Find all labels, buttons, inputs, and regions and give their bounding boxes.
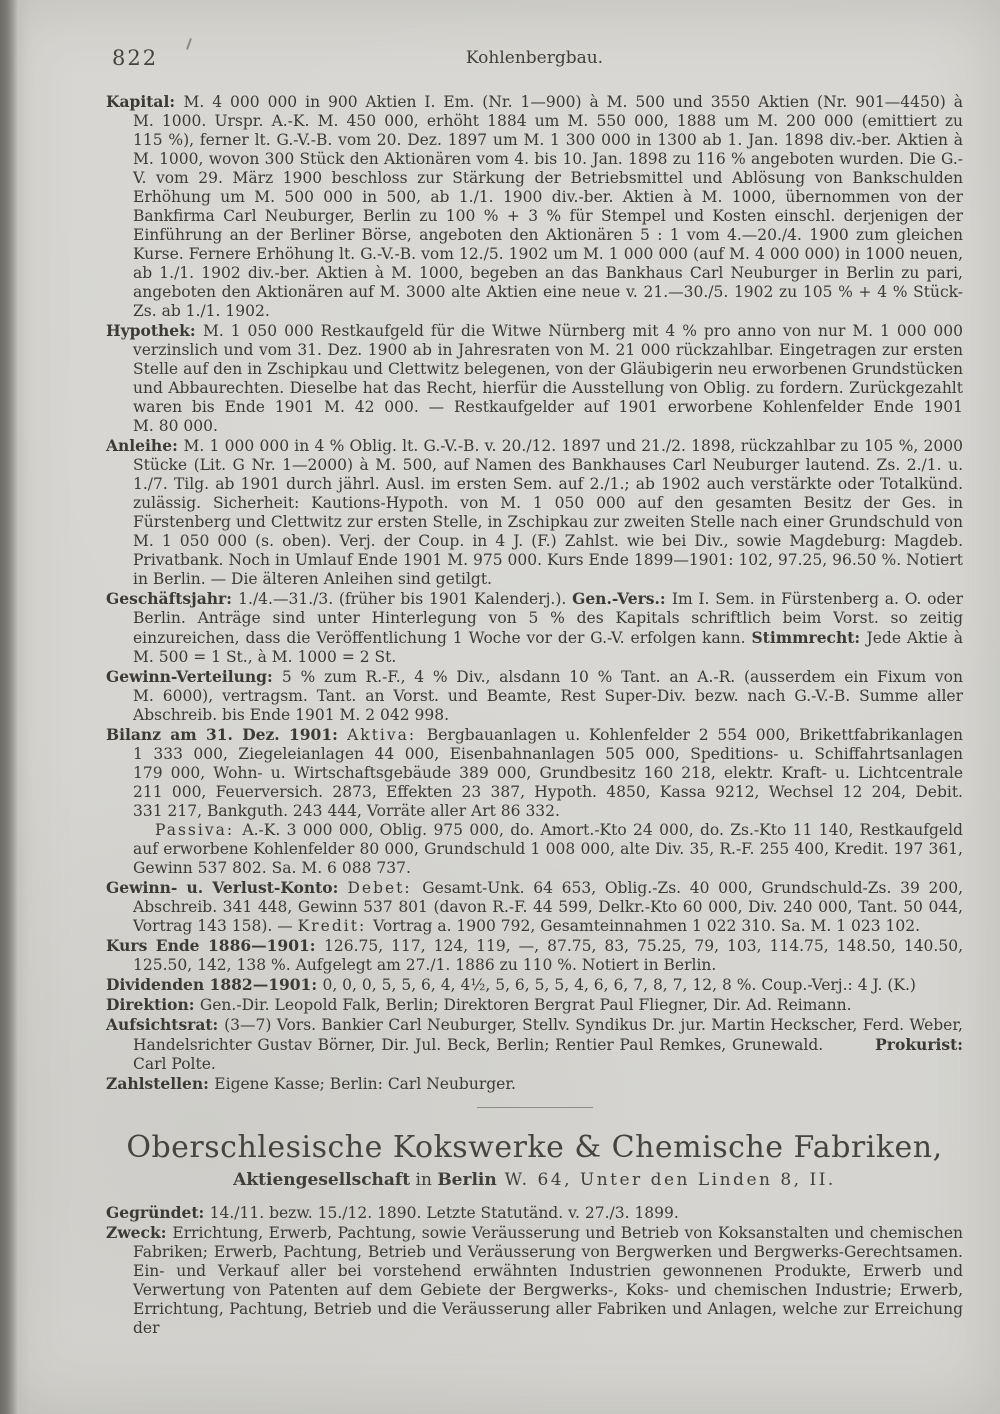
body-text: 1./4.—31./3. (früher bis 1901 Kalenderj.). [238,590,573,608]
body-text: Debet: [347,879,423,897]
label-text: Gegründet: [106,1203,210,1222]
body-text: Aktiva: [347,726,427,744]
label-text: Zahlstellen: [106,1074,215,1093]
page-header [106,44,963,72]
body-text: M. 1 050 000 Restkaufgeld für die Witwe Nürnberg mit 4 % pro anno von nur M. 1 000 000 verzinslich und vom 31. Dez. 1900 ab in Jahresraten von M. 21 000 rückzahlbar. Eingetragen zur ersten Stelle auf den in Zschipkau und Clettwitz belegenen, von der Gläubigerin neu erworbenen Grundstücken und Abbaurechten. Dieselbe hat das Recht, hierfür die Ausstellung von Oblig. zu fordern. Zurückgezahlt waren bis Ende 1901 M. 42 000. — Restkaufgelder auf 1901 erworbene Kohlenfelder Ende 1901 M. 80 000. [133,322,963,435]
body-text: Gen.-Dir. Leopold Falk, Berlin; Direktoren Bergrat Paul Fliegner, Dir. Ad. Reimann. [199,996,852,1014]
scan-gutter-shadow [0,0,30,1414]
label-text: Gewinn- u. Verlust-Konto: [106,878,348,897]
body-text: Carl Polte. [133,1055,216,1073]
body-text: W. 64, Unter den Linden 8, II. [496,1170,836,1190]
para-direktion [106,995,963,1015]
para-anleihe [106,436,963,589]
entry-kohlenbergbau-company [106,92,963,1094]
page-content [106,44,963,1338]
body-text: in [410,1170,438,1190]
company-subtitle [106,1170,963,1190]
label-text: Gewinn-Verteilung: [106,667,282,686]
entry-oberschlesische-kokswerke [106,1203,963,1338]
para-bilanz-aktiva [106,725,963,821]
para-zahlstellen [106,1074,963,1094]
body-text: 126.75, 117, 124, 119, —, 87.75, 83, 75.25, 79, 103, 114.75, 148.50, 140.50, 125.50, 142, 138 %. Aufgelegt am 27./1. 1886 zu 110 %. Notiert in Berlin. [133,937,963,974]
body-text: 0, 0, 0, 5, 5, 6, 4, 4½, 5, 6, 5, 5, 4, 6, 6, 7, 8, 7, 12, 8 %. Coup.-Verj.: 4 J. (K.) [322,976,916,994]
label-text: Geschäftsjahr: [106,589,239,608]
para-gewinn-verlust-konto [106,878,963,936]
body-text: M. 1 000 000 in 4 % Oblig. lt. G.-V.-B. v. 20./12. 1897 und 21./2. 1898, rückzahlbar zu 105 %, 2000 Stücke (Lit. G Nr. 1—2000) à M. 500, auf Namen des Bankhauses Carl Neuburger lautend. Zs. 2./1. u. 1./7. Tilg. ab 1901 durch jährl. Ausl. im ersten Sem. auf 2./1.; ab 1902 auch verstärkte oder Totalkünd. zulässig. Sicherheit: Kautions-Hypoth. von M. 1 050 000 auf den gesamten Besitz der Ges. in Fürstenberg und Clettwitz zur ersten Stelle, in Zschipkau zur zweiten Stelle nach einer Grundschuld von M. 1 050 000 (s. oben). Verj. der Coup. in 4 J. (F.) Zahlst. wie bei Div., sowie Magdeburg: Magdeb. Privatbank. Noch in Umlauf Ende 1901 M. 975 000. Kurs Ende 1899—1901: 102, 97.25, 96.50 %. Notiert in Berlin. — Die älteren Anleihen sind getilgt. [133,437,963,588]
page-number: 822 [112,46,159,70]
body-text: 14./11. bezw. 15./12. 1890. Letzte Statutänd. v. 27./3. 1899. [209,1204,679,1222]
para-aufsichtsrat [106,1015,963,1074]
para-dividenden [106,975,963,995]
label-text: Aktiengesellschaft [233,1170,411,1190]
para-zweck [106,1223,963,1338]
body-text: Bergbauanlagen u. Kohlenfelder 2 554 000, Brikettfabrikanlagen 1 333 000, Ziegeleianlagen 44 000, Eisenbahnanlagen 505 000, Speditions- u. Schiffahrtsanlagen 179 000, Wohn- u. Wirtschaftsgebäude 389 000, Grundbesitz 160 218, elektr. Kraft- u. Lichtcentrale 211 000, Feuerversich. 2873, Effekten 23 387, Hypoth. 4850, Kassa 9212, Wechsel 12 204, Debit. 331 217, Bankguth. 243 444, Vorräte aller Art 86 332. [133,726,964,820]
body-text: Errichtung, Erwerb, Pachtung, sowie Veräusserung und Betrieb von Koksanstalten und chemischen Fabriken; Erwerb, Pachtung, Betrieb und Veräusserung von Bergwerken und Bergwerks-Gerechtsamen. Ein- und Verkauf aller bei vorstehend erwähnten Industrien gewonnenen Produkte, Erwerb und Verwertung von Patenten auf dem Gebiete der Bergwerks-, Koks- und chemischen Industrie; Erwerb, Errichtung, Pachtung, Betrieb und die Veräusserung aller Fabriken und Anlagen, welche zur Erreichung der [133,1224,963,1337]
body-text: Gesamt-Unk. 64 653, Oblig.-Zs. 40 000, Grundschuld-Zs. 39 200, Abschreib. 341 448, Gewinn 537 801 (davon R.-F. 44 599, Delkr.-Kto 60 000, Div. 240 000, Tant. 50 044, Vortrag 143 158). — [133,879,963,935]
label-text: Stimmrecht: [751,628,867,647]
label-text: Gen.-Vers.: [572,589,672,608]
label-text: Kapital: [106,92,184,111]
body-text: Kredit: [297,917,374,935]
body-text: M. 4 000 000 in 900 Aktien I. Em. (Nr. 1—900) à M. 500 und 3550 Aktien (Nr. 901—4450) à M. 1000. Urspr. A.-K. M. 450 000, erhöht 1884 um M. 550 000, 1888 um M. 200 000 (emittiert zu 115 %), ferner lt. G.-V.-B. vom 20. Dez. 1897 um M. 1 300 000 in 1300 ab 1. Jan. 1898 div.-ber. Aktien à M. 1000, wovon 300 Stück den Aktionären vom 4. bis 10. Jan. 1898 zu 116 % angeboten wurden. Die G.-V. vom 29. März 1900 beschloss zur Stärkung der Betriebsmittel und Ablösung von Bankschulden Erhöhung um M. 500 000 in 500, ab 1./1. 1900 div.-ber. Aktien à M. 1000, übernommen von der Bankfirma Carl Neuburger, Berlin zu 100 % + 3 % für Stempel und Kosten einschl. derjenigen der Einführung an der Berliner Börse, angeboten den Aktionären 5 : 1 vom 4.—20./4. 1900 zum gleichen Kurse. Fernere Erhöhung lt. G.-V.-B. vom 12./5. 1902 um M. 1 000 000 (auf M. 4 000 000) in 1000 neuen, ab 1./1. 1902 div.-ber. Aktien à M. 1000, begeben an das Bankhaus Carl Neuburger in Berlin zu pari, angeboten den Aktionären auf M. 3000 alte Aktien eine neue v. 21.—30./5. 1902 zu 105 % + 4 % Stück-Zs. ab 1./1. 1902. [133,93,963,320]
label-text: Bilanz am 31. Dez. 1901: [106,725,348,744]
label-text: Prokurist: [875,1035,963,1054]
para-bilanz-passiva [106,821,963,878]
body-text: Im I. Sem. in Fürstenberg a. O. oder Berlin. Anträge sind unter Hinterlegung von 5 % des Kapitals schriftlich beim Vorst. so zeitig einzureichen, dass die Veröffentlichung 1 Woche vor der G.-V. erfolgen kann. [133,590,964,647]
running-title: Kohlenbergbau. [465,48,604,68]
label-text: Anleihe: [106,436,184,455]
para-hypothek [106,321,963,436]
company-title: Oberschlesische Kokswerke & Chemische Fabriken, [126,1130,943,1165]
body-text: A.-K. 3 000 000, Oblig. 975 000, do. Amort.-Kto 24 000, do. Zs.-Kto 11 140, Restkaufgeld auf erworbene Kohlenfelder 80 000, Grundschuld 1 008 000, alte Div. 35, R.-F. 255 400, Kredit. 197 361, Gewinn 537 802. Sa. M. 6 088 737. [133,821,963,877]
label-text: Direktion: [106,995,200,1014]
para-kurs [106,936,963,975]
para-gegruendet [106,1203,963,1223]
para-geschaeftsjahr [106,589,963,667]
label-text: Kurs Ende 1886—1901: [106,936,324,955]
label-text: Hypothek: [106,321,203,340]
label-text: Berlin [437,1170,497,1190]
para-kapital [106,92,963,321]
para-gewinn-verteilung [106,667,963,725]
body-text: 5 % zum R.-F., 4 % Div., alsdann 10 % Tant. an A.-R. (ausserdem ein Fixum von M. 6000), vertragsm. Tant. an Vorst. und Beamte, Rest Super-Div. bezw. nach G.-V.-B. Summe aller Abschreib. bis Ende 1901 M. 2 042 998. [133,668,963,724]
label-text: Zweck: [106,1223,173,1242]
body-text: Eigene Kasse; Berlin: Carl Neuburger. [214,1075,516,1093]
body-text: Jede Aktie à M. 500 = 1 St., à M. 1000 = 2 St. [133,629,963,666]
section-divider [477,1107,593,1108]
body-text: (3—7) Vors. Bankier Carl Neuburger, Stellv. Syndikus Dr. jur. Martin Heckscher, Ferd. Weber, Handelsrichter Gustav Börner, Dir. Jul. Beck, Berlin; Rentier Paul Remkes, Grunewald. [133,1016,963,1054]
body-text: Passiva: [155,821,243,839]
label-text: Aufsichtsrat: [106,1015,225,1034]
body-text: Vortrag a. 1900 792, Gesamteinnahmen 1 022 310. Sa. M. 1 023 102. [373,917,921,935]
label-text: Dividenden 1882—1901: [106,975,323,994]
